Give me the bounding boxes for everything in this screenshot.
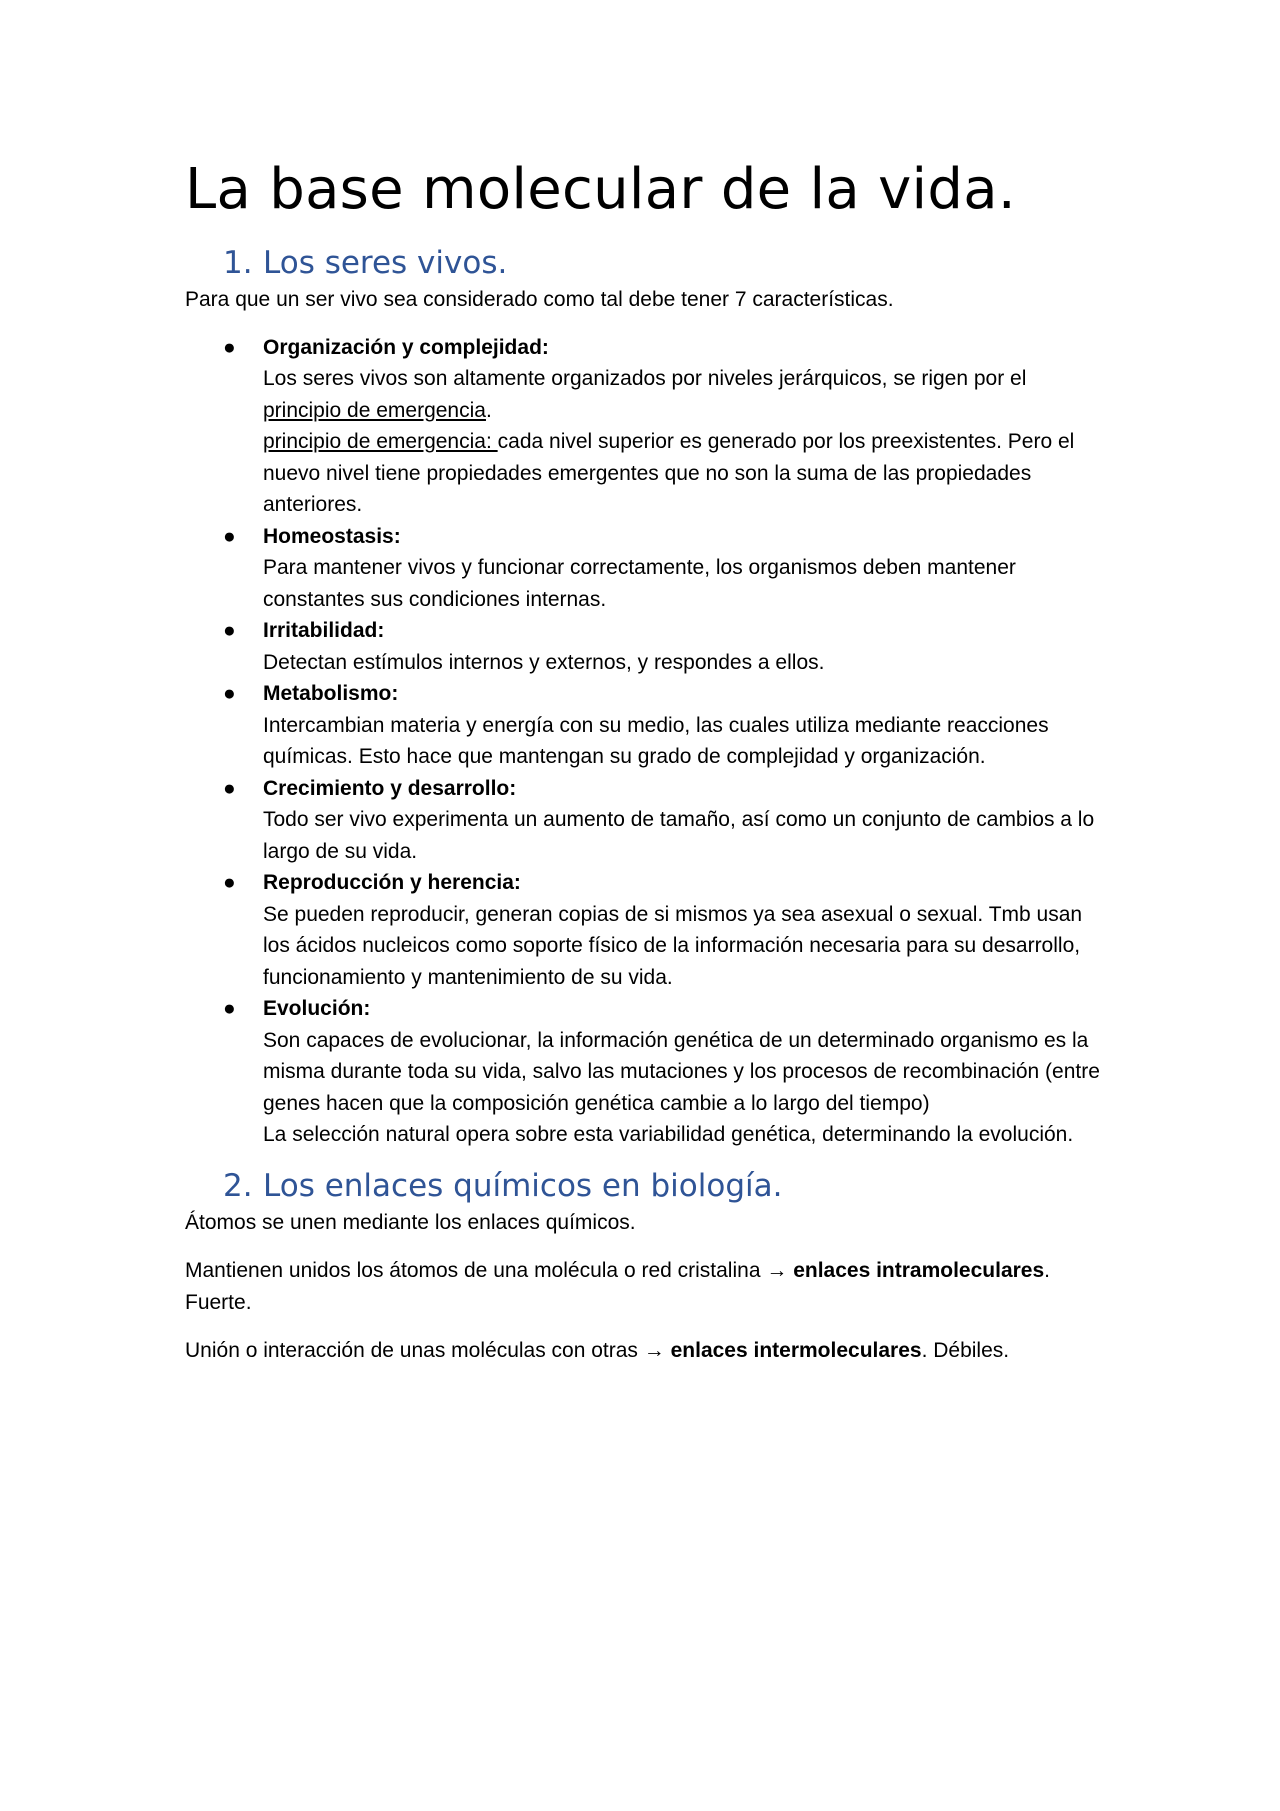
- list-item: [185, 678, 1105, 773]
- item-description-continued: La selección natural opera sobre esta variabilidad genética, determinando la evolución.: [263, 1123, 1074, 1146]
- list-item: [185, 332, 1105, 521]
- document-content: [185, 150, 1105, 1367]
- item-label: Homeostasis:: [263, 524, 401, 548]
- bold-term: enlaces intermoleculares: [670, 1339, 922, 1362]
- document-title: La base molecular de la vida.: [185, 157, 1016, 222]
- section-2-number: 2.: [223, 1167, 253, 1204]
- paragraph-text: Mantienen unidos los átomos de una molécula o red cristalina: [185, 1259, 767, 1282]
- section-2-paragraph-1: Átomos se unen mediante los enlaces químicos.: [185, 1210, 636, 1234]
- section-1-intro: Para que un ser vivo sea considerado como tal debe tener 7 características.: [185, 288, 894, 311]
- item-definition: [263, 426, 1105, 521]
- underlined-term: principio de emergencia: [263, 398, 486, 422]
- bullet-icon: ●: [223, 619, 236, 642]
- arrow-icon: →: [766, 1259, 788, 1282]
- paragraph-text: . Débiles.: [921, 1339, 1010, 1362]
- section-1-heading: [223, 242, 1105, 284]
- section-2-heading: [223, 1165, 1105, 1207]
- item-text: Los seres vivos son altamente organizados por niveles jerárquicos, se rigen por el: [263, 367, 1027, 390]
- item-label: Crecimiento y desarrollo:: [263, 776, 517, 800]
- item-label: Irritabilidad:: [263, 619, 385, 642]
- bullet-icon: ●: [223, 871, 236, 894]
- list-item: [185, 867, 1105, 993]
- list-item: [185, 615, 1105, 678]
- section-2-title: Los enlaces químicos en biología.: [263, 1167, 783, 1204]
- bullet-icon: ●: [223, 524, 236, 548]
- characteristics-list: [185, 332, 1105, 1151]
- item-description: [263, 363, 1105, 426]
- bullet-icon: ●: [223, 335, 236, 359]
- section-2-paragraph-2: [185, 1255, 1105, 1318]
- item-description: Todo ser vivo experimenta un aumento de tamaño, así como un conjunto de cambios a lo largo de su vida.: [263, 808, 1095, 863]
- item-label: Evolución:: [263, 997, 371, 1020]
- bold-term: enlaces intramoleculares: [793, 1259, 1045, 1282]
- item-description: Son capaces de evolucionar, la información genética de un determinado organismo es la misma durante toda su vida, salvo las mutaciones y los procesos de recombinación (entre genes hacen que la composición genética cambie a lo largo del tiempo): [263, 1028, 1100, 1115]
- underlined-term: principio de emergencia:: [263, 430, 498, 453]
- section-1-number: 1.: [223, 245, 253, 281]
- section-2-paragraph-3: [185, 1335, 1105, 1367]
- paragraph-text: Unión o interacción de unas moléculas con otras: [185, 1339, 644, 1362]
- bullet-icon: ●: [223, 776, 236, 800]
- item-description: Intercambian materia y energía con su medio, las cuales utiliza mediante reacciones químicas. Esto hace que mantengan su grado de complejidad y organización.: [263, 713, 1049, 768]
- item-description: Para mantener vivos y funcionar correctamente, los organismos deben mantener constantes sus condiciones internas.: [263, 556, 1016, 611]
- item-description: Detectan estímulos internos y externos, y respondes a ellos.: [263, 650, 825, 674]
- section-1-title: Los seres vivos.: [263, 245, 508, 281]
- item-text: .: [485, 398, 492, 422]
- list-item: [185, 521, 1105, 616]
- arrow-icon: →: [643, 1339, 665, 1362]
- list-item: [185, 773, 1105, 868]
- paragraph-text: . Fuerte.: [185, 1259, 1050, 1314]
- item-description: Se pueden reproducir, generan copias de si mismos ya sea asexual o sexual. Tmb usan los ácidos nucleicos como soporte físico de la información necesaria para su desarrollo, funcionamiento y mantenimiento de su vida.: [263, 902, 1083, 989]
- item-text: cada nivel superior es generado por los preexistentes. Pero el nuevo nivel tiene propiedades emergentes que no son la suma de las propiedades anteriores.: [263, 430, 1075, 516]
- item-label: Metabolismo:: [263, 682, 399, 705]
- bullet-icon: ●: [223, 682, 236, 705]
- bullet-icon: ●: [223, 997, 236, 1020]
- item-label: Organización y complejidad:: [263, 335, 549, 359]
- list-item: [185, 993, 1105, 1151]
- item-label: Reproducción y herencia:: [263, 871, 521, 894]
